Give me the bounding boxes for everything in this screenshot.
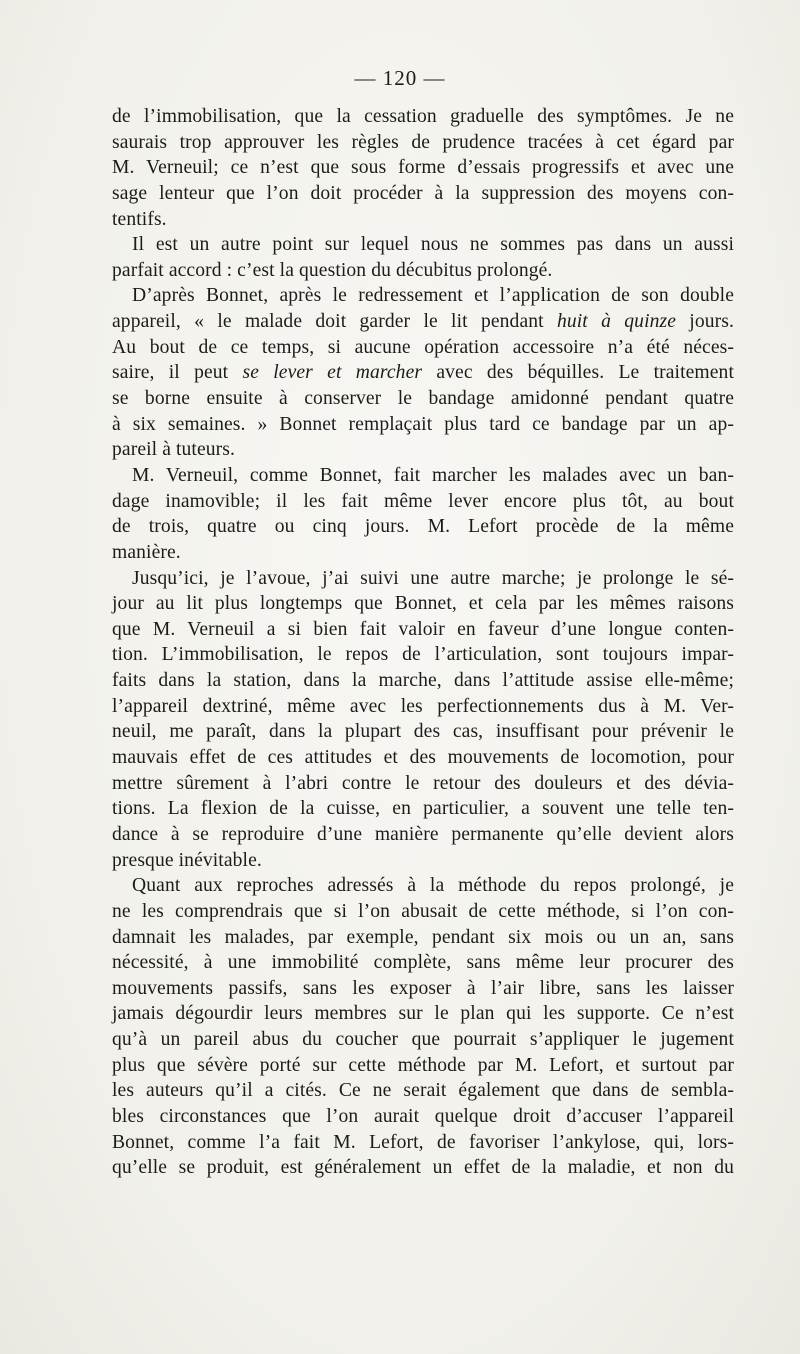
text-line: sage lenteur que l’on doit procéder à la suppression des moyens con- [112, 182, 734, 204]
text-line: qu’à un pareil abus du coucher que pourrait s’appliquer le jugement [112, 1029, 734, 1051]
text-line: pareil à tuteurs. [112, 439, 236, 461]
text-line: faits dans la station, dans la marche, dans l’attitude assise elle-même; [112, 670, 734, 692]
text-line: Il est un autre point sur lequel nous ne sommes pas dans un aussi [132, 234, 734, 256]
text-line: de l’immobilisation, que la cessation graduelle des symptômes. Je ne [112, 106, 734, 127]
text-line: mouvements passifs, sans les exposer à l’air libre, sans les laisser [112, 977, 734, 999]
italic-phrase: se lever et marcher [242, 362, 423, 384]
text-line: jamais dégourdir leurs membres sur le plan qui les supporte. Ce n’est [112, 1003, 734, 1025]
text-line: tions. La flexion de la cuisse, en particulier, a souvent une telle ten- [112, 798, 734, 820]
text-line [112, 360, 734, 386]
text-segment: appareil, « le malade doit garder le lit pendant [112, 311, 557, 333]
text-line: manière. [112, 541, 181, 563]
text-line: dance à se reproduire d’une manière permanente qu’elle devient alors [112, 823, 734, 845]
body-text [112, 104, 734, 1181]
text-line: l’appareil dextriné, même avec les perfectionnements dus à M. Ver- [112, 695, 734, 717]
text-line: ne les comprendrais que si l’on abusait de cette méthode, si l’on con- [112, 900, 734, 922]
italic-phrase: huit à quinze [556, 311, 677, 333]
text-line: jour au lit plus longtemps que Bonnet, et cela par les mêmes raisons [112, 593, 734, 615]
text-segment: jours. [676, 311, 734, 333]
text-line: Quant aux reproches adressés à la méthode du repos prolongé, je [132, 875, 734, 897]
text-line: les auteurs qu’il a cités. Ce ne serait également que dans de sembla- [112, 1080, 734, 1102]
text-segment: avec des béquilles. Le traitement [422, 362, 734, 384]
text-line: D’après Bonnet, après le redressement et l’application de son double [132, 285, 734, 307]
text-line [112, 309, 734, 335]
text-line: M. Verneuil, comme Bonnet, fait marcher les malades avec un ban- [132, 464, 734, 486]
text-line: neuil, me paraît, dans la plupart des cas, insuffisant pour prévenir le [112, 721, 734, 743]
text-line: Bonnet, comme l’a fait M. Lefort, de favoriser l’ankylose, qui, lors- [112, 1131, 734, 1153]
text-line: bles circonstances que l’on aurait quelque droit d’accuser l’appareil [112, 1105, 734, 1127]
text-line: Au bout de ce temps, si aucune opération accessoire n’a été néces- [112, 336, 734, 358]
text-line: de trois, quatre ou cinq jours. M. Lefort procède de la même [112, 516, 734, 538]
text-line: à six semaines. » Bonnet remplaçait plus tard ce bandage par un ap- [112, 413, 734, 435]
text-line: plus que sévère porté sur cette méthode par M. Lefort, et surtout par [112, 1054, 734, 1076]
text-line: M. Verneuil; ce n’est que sous forme d’essais progressifs et avec une [112, 157, 734, 179]
text-line: tion. L’immobilisation, le repos de l’articulation, sont toujours impar- [112, 644, 734, 666]
text-line: dage inamovible; il les fait même lever encore plus tôt, au bout [112, 490, 734, 512]
text-line: mauvais effet de ces attitudes et des mouvements de locomotion, pour [112, 747, 734, 769]
text-line: parfait accord : c’est la question du décubitus prolongé. [112, 259, 553, 281]
text-line: damnait les malades, par exemple, pendant six mois ou un an, sans [112, 926, 734, 948]
text-segment: saire, il peut [112, 362, 243, 384]
text-line: nécessité, à une immobilité complète, sans même leur procurer des [112, 952, 734, 974]
text-line: Jusqu’ici, je l’avoue, j’ai suivi une autre marche; je prolonge le sé- [132, 567, 734, 589]
text-line: tentifs. [112, 208, 167, 230]
text-line: saurais trop approuver les règles de prudence tracées à cet égard par [112, 131, 734, 153]
text-line: se borne ensuite à conserver le bandage amidonné pendant quatre [112, 388, 734, 410]
text-line: presque inévitable. [112, 849, 262, 871]
text-line: mettre sûrement à l’abri contre le retour des douleurs et des dévia- [112, 772, 734, 794]
text-line: qu’elle se produit, est généralement un effet de la maladie, et non du [112, 1157, 734, 1179]
page-number: — 120 — [354, 66, 446, 90]
text-line: que M. Verneuil a si bien fait valoir en faveur d’une longue conten- [112, 618, 734, 640]
